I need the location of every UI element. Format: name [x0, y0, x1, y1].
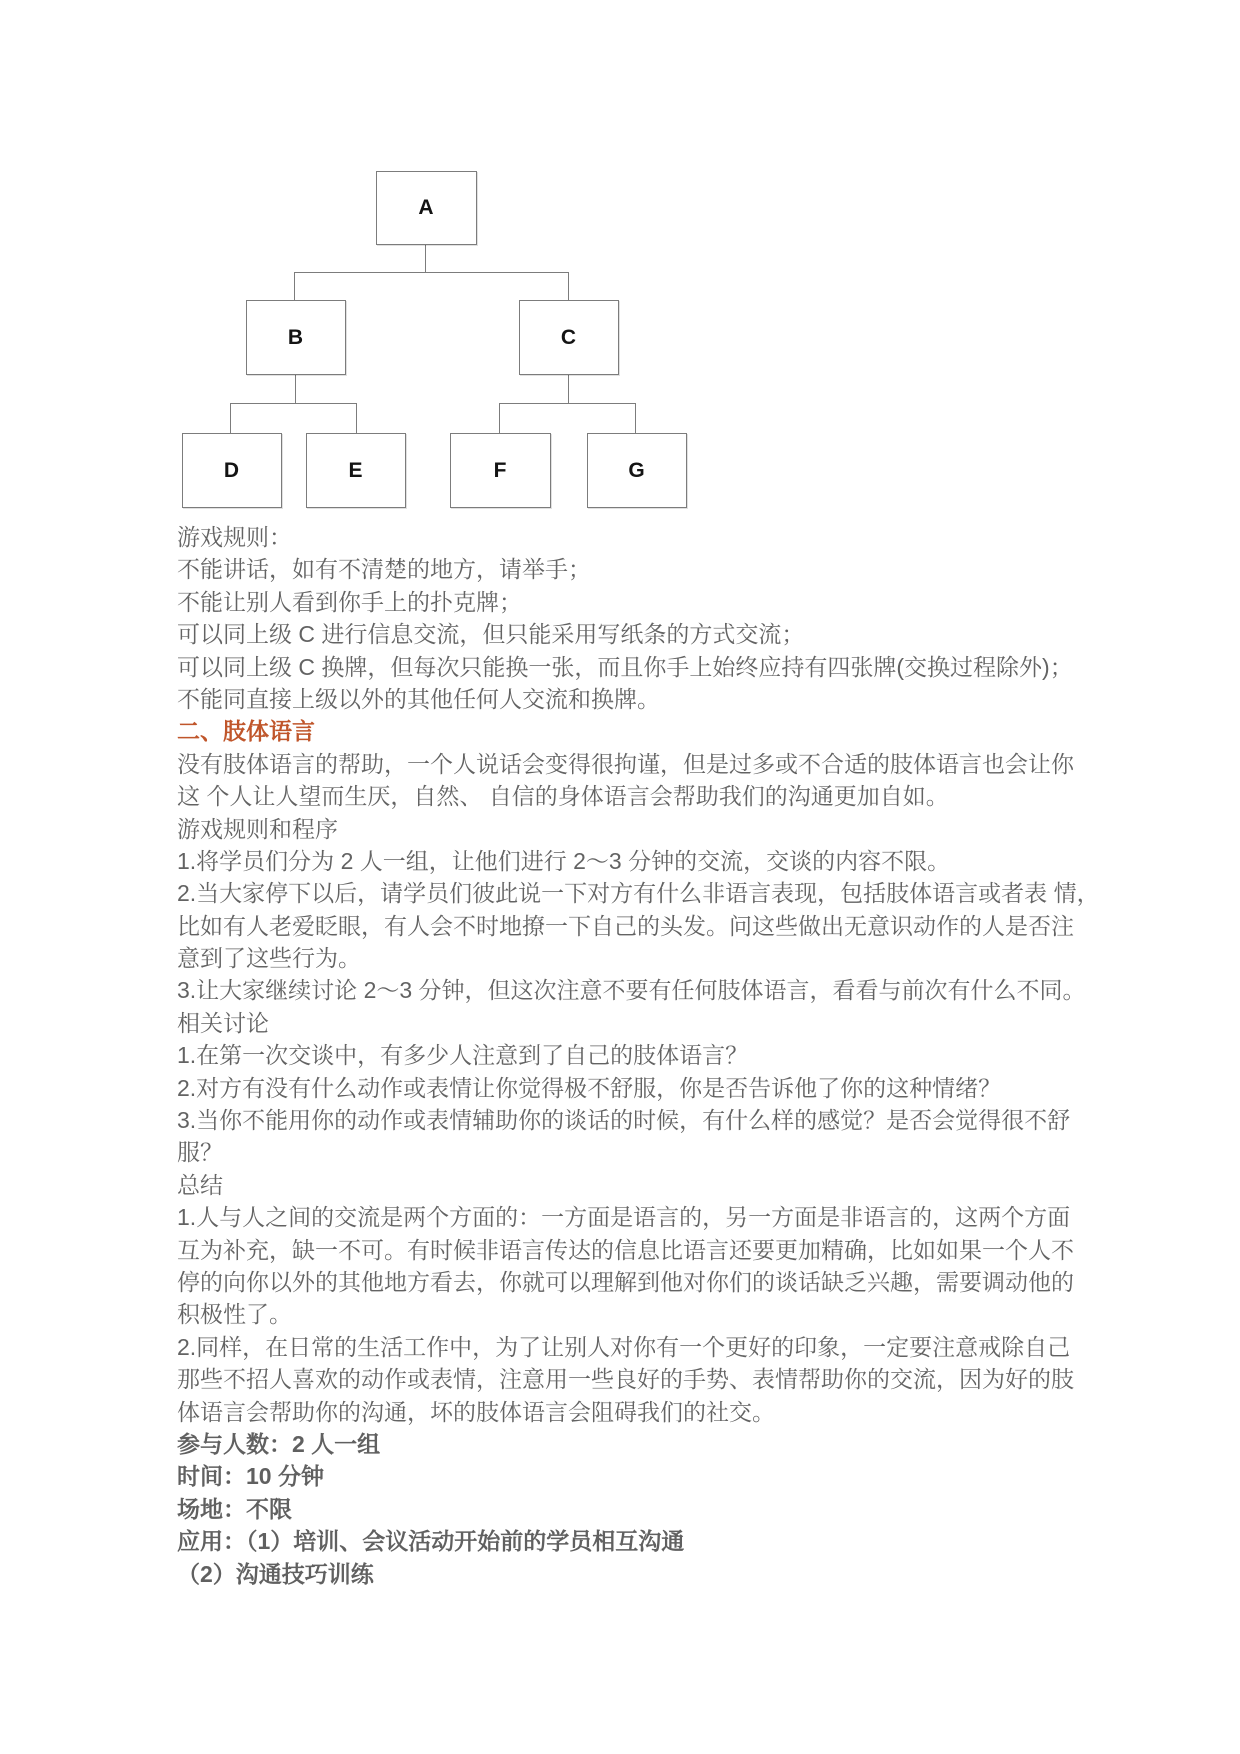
- connector-line: [294, 272, 295, 300]
- discussion-line: 服？: [177, 1139, 223, 1166]
- intro-line: 没有肢体语言的帮助，一个人说话会变得很拘谨，但是过多或不合适的肢体语言也会让你: [177, 750, 1074, 777]
- rule-line: 不能同直接上级以外的其他任何人交流和换牌。: [177, 685, 660, 712]
- summary-line: 那些不招人喜欢的动作或表情，注意用一些良好的手势、表情帮助你的交流，因为好的肢: [177, 1366, 1074, 1393]
- connector-line: [230, 403, 231, 433]
- connector-line: [568, 373, 569, 403]
- summary-line: 互为补充，缺一不可。有时候非语言传达的信息比语言还要更加精确，比如如果一个人不: [177, 1236, 1074, 1263]
- application-line: （2）沟通技巧训练: [177, 1560, 374, 1587]
- node-b-label: B: [287, 325, 305, 349]
- node-d-box: [182, 433, 282, 508]
- connector-line: [294, 272, 569, 273]
- node-c-box: [519, 300, 619, 375]
- node-c-label: C: [560, 325, 578, 349]
- venue-line: 场地：不限: [177, 1495, 292, 1522]
- connector-line: [635, 403, 636, 433]
- rules-title-line: 游戏规则：: [177, 524, 292, 550]
- connector-line: [568, 272, 569, 300]
- node-e-label: E: [348, 458, 364, 482]
- rule-line: 可以同上级 C 进行信息交流，但只能采用写纸条的方式交流；: [177, 621, 805, 648]
- subsection-title-line: 总结: [177, 1171, 223, 1198]
- subsection-title-line: 游戏规则和程序: [177, 815, 338, 842]
- node-e-box: [306, 433, 406, 508]
- connector-line: [295, 373, 296, 403]
- node-a-label: A: [418, 196, 435, 219]
- procedure-line: 意到了这些行为。: [177, 945, 361, 972]
- procedure-line: 1.将学员们分为 2 人一组，让他们进行 2～3 分钟的交流，交谈的内容不限。: [177, 847, 951, 874]
- connector-line: [499, 403, 500, 433]
- discussion-line: 2.对方有没有什么动作或表情让你觉得极不舒服，你是否告诉他了你的这种情绪？: [177, 1074, 1002, 1101]
- application-line: 应用：（1）培训、会议活动开始前的学员相互沟通: [177, 1528, 685, 1555]
- procedure-line: 比如有人老爱眨眼，有人会不时地撩一下自己的头发。问这些做出无意识动作的人是否注: [177, 912, 1074, 939]
- section-heading-body-language: 二、肢体语言: [177, 718, 315, 745]
- rule-line: 不能让别人看到你手上的扑克牌；: [177, 588, 522, 615]
- summary-line: 停的向你以外的其他地方看去，你就可以理解到他对你们的谈话缺乏兴趣，需要调动他的: [177, 1268, 1074, 1295]
- node-g-label: G: [628, 458, 646, 482]
- connector-line: [356, 403, 357, 433]
- summary-line: 积极性了。: [177, 1301, 292, 1328]
- node-f-box: [450, 433, 551, 508]
- connector-line: [230, 403, 357, 404]
- document-body: [177, 521, 1100, 1590]
- procedure-line: 2.当大家停下以后，请学员们彼此说一下对方有什么非语言表现，包括肢体语言或者表 情，: [177, 880, 1100, 907]
- node-b-box: [246, 300, 346, 375]
- connector-line: [425, 243, 426, 272]
- summary-line: 体语言会帮助你的沟通，坏的肢体语言会阻碍我们的社交。: [177, 1398, 775, 1425]
- rule-line: 可以同上级 C 换牌，但每次只能换一张，而且你手上始终应持有四张牌(交换过程除外)；: [177, 653, 1073, 680]
- subsection-title-line: 相关讨论: [177, 1009, 269, 1036]
- summary-line: 1.人与人之间的交流是两个方面的：一方面是语言的，另一方面是非语言的，这两个方面: [177, 1204, 1071, 1231]
- participants-line: 参与人数：2 人一组: [177, 1430, 381, 1457]
- intro-line: 这 个人让人望而生厌，自然、 自信的身体语言会帮助我们的沟通更加自如。: [177, 783, 949, 810]
- summary-line: 2.同样，在日常的生活工作中，为了让别人对你有一个更好的印象，一定要注意戒除自己: [177, 1333, 1071, 1360]
- org-chart-diagram: [0, 0, 1240, 520]
- node-d-label: D: [223, 458, 241, 482]
- discussion-line: 3.当你不能用你的动作或表情辅助你的谈话的时候，有什么样的感觉？是否会觉得很不舒: [177, 1107, 1071, 1134]
- node-f-label: F: [493, 458, 508, 482]
- connector-line: [499, 403, 636, 404]
- time-line: 时间：10 分钟: [177, 1463, 324, 1490]
- discussion-line: 1.在第一次交谈中，有多少人注意到了自己的肢体语言？: [177, 1042, 749, 1069]
- procedure-line: 3.让大家继续讨论 2～3 分钟，但这次注意不要有任何肢体语言，看看与前次有什么不同。: [177, 977, 1086, 1004]
- node-a-box: [376, 171, 477, 245]
- rule-line: 不能讲话，如有不清楚的地方，请举手；: [177, 556, 591, 583]
- node-g-box: [587, 433, 687, 508]
